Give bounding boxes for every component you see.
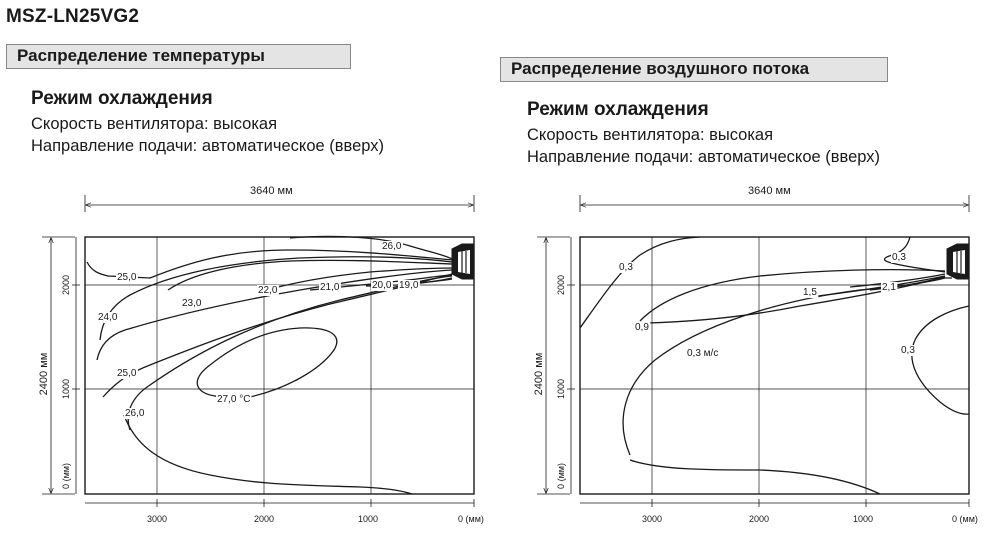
right-mode-heading: Режим охлаждения — [527, 99, 709, 120]
right-fan-speed: Скорость вентилятора: высокая — [527, 126, 774, 144]
right-x-tick-3000: 3000 — [641, 514, 663, 524]
contour-label: 0,3 — [901, 345, 915, 356]
left-width-dim-label: 3640 мм — [250, 185, 293, 197]
left-y-tick-1000: 1000 — [61, 378, 71, 400]
temperature-contours — [87, 236, 452, 494]
contour-label: 21,0 — [320, 282, 340, 293]
temperature-diagram — [42, 195, 474, 507]
airflow-section-label: Распределение воздушного потока — [500, 57, 888, 82]
indoor-unit-icon — [452, 244, 474, 279]
contour-label: 26,0 — [382, 241, 402, 252]
left-height-dim-label: 2400 мм — [38, 352, 50, 396]
temperature-contour-labels — [97, 241, 420, 419]
right-x-tick-2000: 2000 — [748, 514, 770, 524]
room-frame — [580, 237, 969, 494]
left-x-tick-1000: 1000 — [357, 514, 379, 524]
contour-label: 27,0 °C — [217, 394, 251, 405]
right-y-tick-0: 0 (мм) — [556, 463, 566, 489]
left-x-tick-3000: 3000 — [146, 514, 168, 524]
contour-label: 0,3 м/с — [687, 348, 719, 359]
contour-label: 20,0 — [372, 280, 392, 291]
contour-label: 22,0 — [258, 285, 278, 296]
right-y-tick-2000: 2000 — [556, 274, 566, 296]
contour-label: 1,5 — [803, 287, 817, 298]
contour-label: 0,9 — [635, 322, 649, 333]
contour-label: 24,0 — [98, 312, 118, 323]
left-airflow-direction: Направление подачи: автоматическое (вверх) — [31, 137, 385, 155]
right-airflow-direction: Направление подачи: автоматическое (вверх) — [527, 148, 881, 166]
contour-label: 23,0 — [182, 298, 202, 309]
contour-label: 2,1 — [882, 282, 896, 293]
airflow-contours — [580, 237, 969, 494]
contour-label: 25,0 — [117, 272, 137, 283]
contour-label: 0,3 — [892, 252, 906, 263]
room-frame — [85, 237, 474, 494]
left-mode-heading: Режим охлаждения — [31, 88, 213, 109]
right-x-tick-0: 0 (мм) — [952, 514, 978, 524]
left-y-tick-2000: 2000 — [61, 274, 71, 296]
left-x-tick-2000: 2000 — [253, 514, 275, 524]
indoor-unit-icon — [947, 244, 969, 279]
right-width-dim-label: 3640 мм — [748, 185, 791, 197]
airflow-text — [533, 185, 978, 524]
contour-label: 0,3 — [619, 262, 633, 273]
left-fan-speed: Скорость вентилятора: высокая — [31, 115, 278, 133]
contour-label: 19,0 — [399, 280, 419, 291]
left-y-tick-0: 0 (мм) — [61, 463, 71, 489]
right-x-tick-1000: 1000 — [852, 514, 874, 524]
temperature-section-label: Распределение температуры — [6, 44, 351, 69]
contour-label: 25,0 — [117, 368, 137, 379]
airflow-contour-labels — [618, 252, 916, 359]
model-title: MSZ-LN25VG2 — [6, 6, 140, 27]
left-x-tick-0: 0 (мм) — [458, 514, 484, 524]
right-y-tick-1000: 1000 — [556, 378, 566, 400]
temperature-text — [38, 185, 484, 524]
right-height-dim-label: 2400 мм — [533, 352, 545, 396]
contour-label: 26,0 — [125, 408, 145, 419]
